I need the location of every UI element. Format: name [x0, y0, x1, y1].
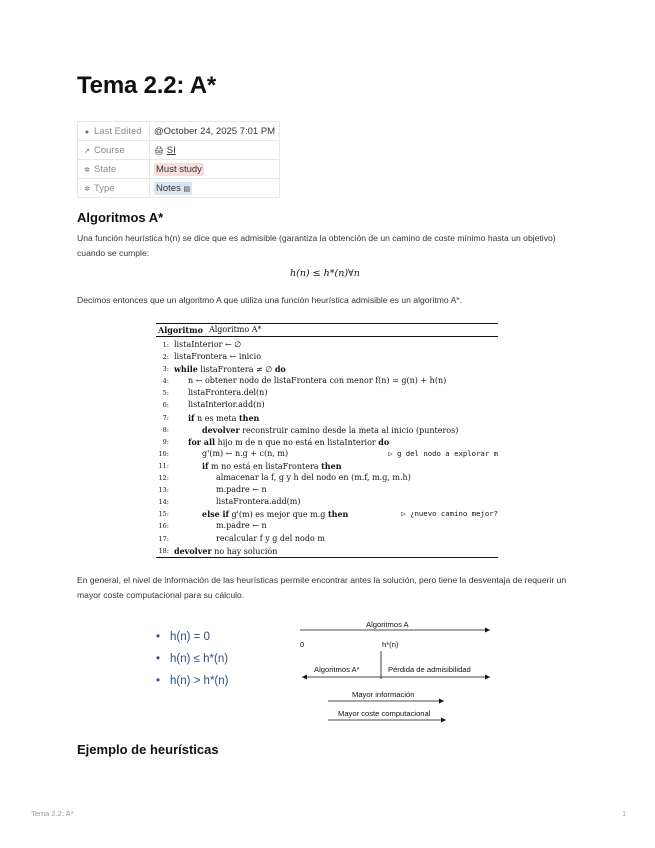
footer-title: Tema 2.2: A* — [31, 809, 74, 818]
algorithm-lines — [156, 337, 498, 557]
algorithm-line-code: while listaFrontera ≠ ∅ do — [174, 364, 286, 375]
diagram-zero-tick: 0 — [300, 640, 305, 649]
algorithm-line-code: devolver no hay solución — [174, 545, 278, 556]
gear-icon: ✲ — [84, 185, 90, 193]
algorithm-line-code: listaFrontera.add(m) — [216, 497, 301, 507]
algorithm-line — [156, 508, 498, 520]
algorithm-line-code: n ← obtener nodo de listaFrontera con menor f(n) = g(n) + h(n) — [188, 376, 447, 386]
algorithm-line-number: 2: — [162, 353, 169, 362]
algorithm-line-code: g'(m) ← n.g + c(n, m) — [202, 448, 289, 458]
property-key: ✲ State — [78, 160, 150, 179]
algorithm-line — [156, 436, 498, 448]
algorithm-line — [156, 363, 498, 375]
algorithm-line — [156, 387, 498, 399]
property-value-course[interactable] — [150, 141, 280, 160]
algorithm-line-number: 5: — [162, 389, 169, 398]
algorithm-line-comment: ▷ g del nodo a explorar m — [388, 448, 498, 458]
algorithm-line-code: listaFrontera ← inicio — [174, 352, 262, 362]
algorithm-line-code: if n es meta then — [188, 412, 260, 423]
property-row-type — [78, 179, 280, 198]
algorithm-line — [156, 339, 498, 351]
algorithm-line-code: devolver reconstruir camino desde la meta al inicio (punteros) — [202, 424, 459, 435]
algorithm-line-number: 3: — [162, 365, 169, 374]
algorithm-line — [156, 520, 498, 532]
algorithm-line-number: 4: — [162, 377, 169, 386]
algorithm-line-number: 13: — [158, 486, 169, 495]
heuristics-diagram — [296, 617, 496, 725]
paragraph-algoritmo-a-star: Decimos entonces que un algoritmo A que utiliza una función heurística admisible es un algoritmo A*. — [77, 295, 463, 305]
algorithm-line-number: 14: — [158, 498, 169, 507]
algorithm-line-number: 18: — [158, 546, 169, 555]
algorithm-line-code: listaInterior.add(n) — [188, 400, 265, 410]
robot-icon: 🖨 — [154, 145, 165, 155]
paragraph-admisible: Una función heurística h(n) se dice que es admisible (garantiza la obtención de un camino de coste mínimo hasta un objetivo) cuando se cumple: — [77, 233, 556, 258]
arrowhead-left-icon — [302, 675, 307, 680]
algorithm-line — [156, 484, 498, 496]
algorithm-line-number: 11: — [158, 461, 169, 470]
algorithm-line — [156, 424, 498, 436]
algorithm-line-code: m.padre ← n — [216, 485, 267, 495]
property-row-last-edited — [78, 122, 280, 141]
heuristic-bullet-list — [156, 628, 228, 694]
algorithm-line-code: else if g'(m) es mejor que m.g then — [202, 509, 349, 520]
algorithm-line — [156, 399, 498, 411]
diagram-hstar-tick: h*(n) — [382, 640, 399, 649]
diagram-left-label: Algoritmos A* — [314, 665, 360, 674]
paragraph-informacion: En general, el nivel de información de las heurísticas permite encontrar antes la solución, pero tiene la desventaja de requerir un mayor coste computacional para su cálculo. — [77, 575, 567, 600]
diagram-right-label: Pérdida de admisibilidad — [388, 665, 471, 674]
property-key: ✲ Type — [78, 179, 150, 198]
algorithm-line-number: 1: — [162, 341, 169, 349]
algorithm-line-number: 10: — [158, 449, 169, 458]
algorithm-line-number: 16: — [158, 522, 169, 531]
property-value-type[interactable] — [150, 179, 280, 198]
algorithm-line-number: 8: — [162, 425, 169, 434]
arrowhead-right-icon — [485, 675, 490, 680]
course-link[interactable]: SI — [166, 144, 176, 156]
algorithm-line-code: listaInterior ← ∅ — [174, 340, 242, 349]
formula-admisible: h(n) ≤ h*(n)∀n — [290, 268, 360, 279]
algorithm-line — [156, 496, 498, 508]
state-tag: Must study — [156, 163, 202, 175]
algorithm-line-code: recalcular f y g del nodo m — [216, 533, 325, 543]
algorithm-line-code: listaFrontera.del(n) — [188, 388, 268, 398]
properties-table — [77, 121, 280, 198]
list-item: • h(n) > h*(n) — [156, 672, 228, 694]
algorithm-line-number: 6: — [162, 401, 169, 410]
algorithm-name: Algoritmo A* — [208, 325, 262, 334]
bullet-icon: • — [156, 653, 161, 665]
algorithm-line — [156, 375, 498, 387]
diagram-info-label: Mayor información — [352, 690, 415, 699]
algorithm-line — [156, 533, 498, 545]
algorithm-line-number: 17: — [158, 534, 169, 543]
arrowhead-icon — [439, 699, 444, 704]
algorithm-line-code: almacenar la f, g y h del nodo en (m.f, m.g, m.h) — [216, 473, 411, 483]
algorithm-line — [156, 412, 498, 424]
property-row-state — [78, 160, 280, 179]
algorithm-label: Algoritmo — [158, 325, 203, 335]
algorithm-line-number: 15: — [158, 510, 169, 519]
property-key: ● Last Edited — [78, 122, 150, 141]
section-heading-algoritmos: Algoritmos A* — [77, 210, 164, 225]
diagram-cost-label: Mayor coste computacional — [338, 709, 431, 718]
list-item: • h(n) = 0 — [156, 628, 228, 650]
algorithm-line-code: m.padre ← n — [216, 521, 267, 531]
algorithm-line-number: 12: — [158, 474, 169, 483]
property-value-state[interactable] — [150, 160, 280, 179]
algorithm-line-code: for all hijo m de n que no está en listaInterior do — [188, 436, 390, 447]
arrow-icon: ↗ — [84, 147, 90, 155]
arrowhead-icon — [441, 718, 446, 723]
algorithm-line — [156, 351, 498, 363]
clock-icon: ● — [84, 128, 90, 136]
page-title: Tema 2.2: A* — [77, 72, 216, 99]
algorithm-line-number: 9: — [162, 437, 169, 446]
notes-icon: ▤ — [183, 185, 191, 193]
property-value-last-edited: @October 24, 2025 7:01 PM — [150, 122, 280, 141]
algorithm-line — [156, 472, 498, 484]
algorithm-line — [156, 460, 498, 472]
bullet-icon: • — [156, 675, 161, 687]
section-heading-ejemplo: Ejemplo de heurísticas — [77, 742, 219, 757]
diagram-top-label: Algoritmos A — [366, 620, 409, 629]
algorithm-header — [156, 324, 498, 336]
property-row-course — [78, 141, 280, 160]
gear-icon: ✲ — [84, 166, 90, 174]
property-key: ↗ Course — [78, 141, 150, 160]
footer-page-number: 1 — [622, 809, 627, 818]
algorithm-line — [156, 545, 498, 557]
algorithm-line-number: 7: — [162, 413, 169, 422]
algorithm-line-code: if m no está en listaFrontera then — [202, 460, 342, 471]
arrowhead-icon — [485, 628, 490, 633]
type-tag: Notes ▤ — [156, 182, 191, 194]
list-item: • h(n) ≤ h*(n) — [156, 650, 228, 672]
algorithm-line — [156, 448, 498, 460]
algorithm-box — [156, 323, 498, 558]
algorithm-line-comment: ▷ ¿nuevo camino mejor? — [401, 509, 498, 519]
bullet-icon: • — [156, 631, 161, 643]
